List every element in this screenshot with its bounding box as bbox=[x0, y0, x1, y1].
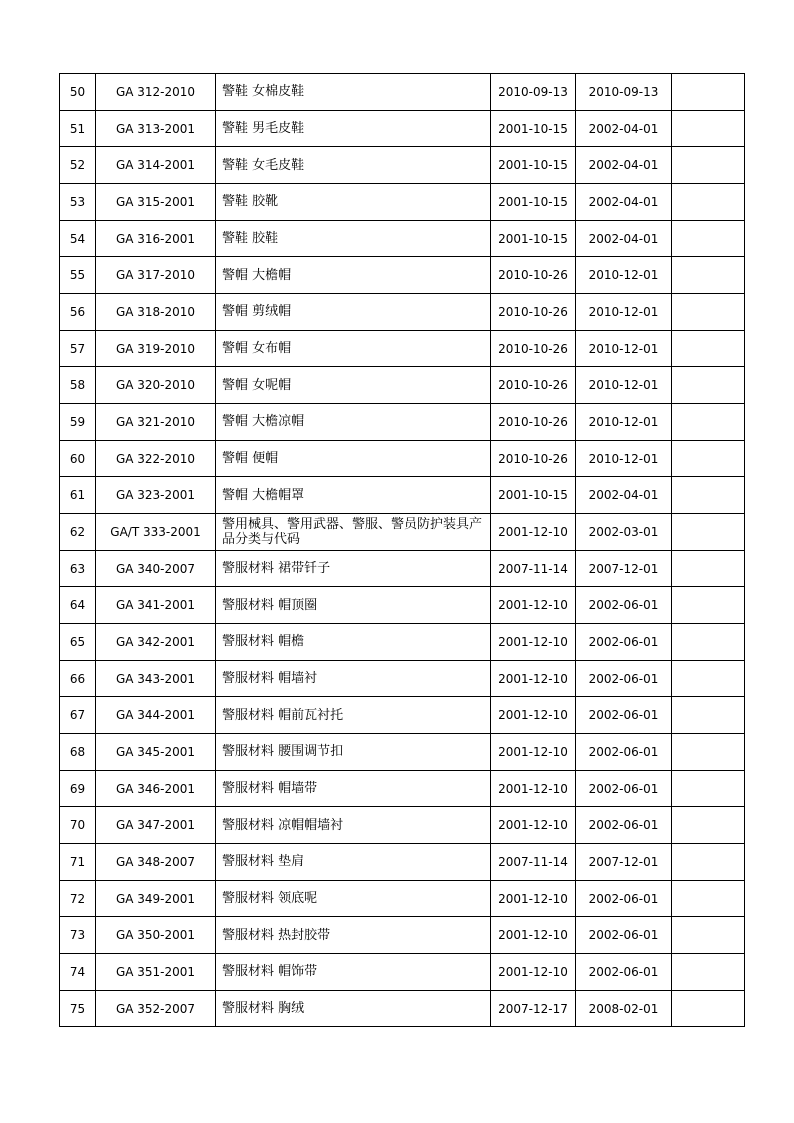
table-row bbox=[60, 587, 745, 624]
row-number-cell: 73 bbox=[60, 917, 96, 954]
issue-date-cell: 2001-12-10 bbox=[491, 624, 576, 661]
issue-date-cell: 2010-10-26 bbox=[491, 294, 576, 331]
standard-name-text: 警服材料 领底呢 bbox=[222, 891, 318, 907]
row-number-cell: 50 bbox=[60, 74, 96, 111]
effective-date-cell: 2002-04-01 bbox=[576, 220, 672, 257]
standard-code-cell: GA 348-2007 bbox=[96, 844, 216, 881]
issue-date-cell: 2001-12-10 bbox=[491, 770, 576, 807]
remark-cell bbox=[672, 147, 745, 184]
issue-date-cell: 2001-12-10 bbox=[491, 807, 576, 844]
standard-name-text: 警服材料 热封胶带 bbox=[222, 927, 331, 943]
standard-code-cell: GA 342-2001 bbox=[96, 624, 216, 661]
issue-date-cell: 2010-10-26 bbox=[491, 404, 576, 441]
standard-name-text: 警服材料 垫肩 bbox=[222, 854, 305, 870]
table-row bbox=[60, 220, 745, 257]
effective-date-cell: 2010-09-13 bbox=[576, 74, 672, 111]
standard-name-cell bbox=[216, 220, 491, 257]
row-number-cell: 72 bbox=[60, 880, 96, 917]
effective-date-cell: 2010-12-01 bbox=[576, 440, 672, 477]
standard-name-cell bbox=[216, 440, 491, 477]
standard-name-cell bbox=[216, 257, 491, 294]
row-number-cell: 67 bbox=[60, 697, 96, 734]
remark-cell bbox=[672, 770, 745, 807]
effective-date-cell: 2010-12-01 bbox=[576, 404, 672, 441]
standard-code-cell: GA 314-2001 bbox=[96, 147, 216, 184]
standard-name-text: 警鞋 胶鞋 bbox=[222, 231, 279, 247]
effective-date-cell: 2010-12-01 bbox=[576, 257, 672, 294]
remark-cell bbox=[672, 807, 745, 844]
effective-date-cell: 2002-06-01 bbox=[576, 624, 672, 661]
issue-date-cell: 2007-12-17 bbox=[491, 990, 576, 1027]
effective-date-cell: 2002-06-01 bbox=[576, 954, 672, 991]
standard-name-cell bbox=[216, 514, 491, 551]
effective-date-cell: 2002-06-01 bbox=[576, 734, 672, 771]
remark-cell bbox=[672, 550, 745, 587]
issue-date-cell: 2001-12-10 bbox=[491, 587, 576, 624]
standard-name-cell bbox=[216, 404, 491, 441]
row-number-cell: 70 bbox=[60, 807, 96, 844]
remark-cell bbox=[672, 367, 745, 404]
standard-name-text: 警服材料 帽墙衬 bbox=[222, 671, 318, 687]
row-number-cell: 51 bbox=[60, 110, 96, 147]
row-number-cell: 65 bbox=[60, 624, 96, 661]
effective-date-cell: 2002-04-01 bbox=[576, 147, 672, 184]
table-row bbox=[60, 880, 745, 917]
standard-name-text: 警鞋 女毛皮鞋 bbox=[222, 157, 305, 173]
standard-code-cell: GA 340-2007 bbox=[96, 550, 216, 587]
effective-date-cell: 2008-02-01 bbox=[576, 990, 672, 1027]
row-number-cell: 58 bbox=[60, 367, 96, 404]
standard-name-cell bbox=[216, 660, 491, 697]
issue-date-cell: 2001-10-15 bbox=[491, 110, 576, 147]
standard-name-text: 警用械具、警用武器、警服、警员防护装具产品分类与代码 bbox=[222, 516, 483, 547]
standard-name-cell bbox=[216, 110, 491, 147]
standard-name-text: 警帽 大檐帽罩 bbox=[222, 487, 305, 503]
row-number-cell: 57 bbox=[60, 330, 96, 367]
standard-name-cell bbox=[216, 624, 491, 661]
remark-cell bbox=[672, 917, 745, 954]
table-row bbox=[60, 697, 745, 734]
remark-cell bbox=[672, 184, 745, 221]
table-row bbox=[60, 367, 745, 404]
effective-date-cell: 2002-06-01 bbox=[576, 917, 672, 954]
table-row bbox=[60, 184, 745, 221]
standard-name-cell bbox=[216, 917, 491, 954]
effective-date-cell: 2002-04-01 bbox=[576, 477, 672, 514]
standard-code-cell: GA 321-2010 bbox=[96, 404, 216, 441]
issue-date-cell: 2010-09-13 bbox=[491, 74, 576, 111]
effective-date-cell: 2010-12-01 bbox=[576, 330, 672, 367]
standard-name-text: 警服材料 帽檐 bbox=[222, 634, 305, 650]
table-row bbox=[60, 110, 745, 147]
standard-name-text: 警帽 女呢帽 bbox=[222, 377, 292, 393]
standard-name-text: 警帽 剪绒帽 bbox=[222, 304, 292, 320]
table-row bbox=[60, 404, 745, 441]
issue-date-cell: 2010-10-26 bbox=[491, 257, 576, 294]
standard-name-text: 警帽 女布帽 bbox=[222, 341, 292, 357]
standard-code-cell: GA 320-2010 bbox=[96, 367, 216, 404]
remark-cell bbox=[672, 74, 745, 111]
remark-cell bbox=[672, 514, 745, 551]
issue-date-cell: 2001-12-10 bbox=[491, 917, 576, 954]
issue-date-cell: 2007-11-14 bbox=[491, 550, 576, 587]
standard-name-cell bbox=[216, 954, 491, 991]
row-number-cell: 61 bbox=[60, 477, 96, 514]
effective-date-cell: 2002-04-01 bbox=[576, 184, 672, 221]
effective-date-cell: 2002-06-01 bbox=[576, 587, 672, 624]
effective-date-cell: 2010-12-01 bbox=[576, 294, 672, 331]
standard-name-cell bbox=[216, 184, 491, 221]
standard-code-cell: GA 315-2001 bbox=[96, 184, 216, 221]
standard-name-cell bbox=[216, 294, 491, 331]
table-row bbox=[60, 660, 745, 697]
standard-name-cell bbox=[216, 330, 491, 367]
table-row bbox=[60, 734, 745, 771]
remark-cell bbox=[672, 587, 745, 624]
standard-name-text: 警服材料 腰围调节扣 bbox=[222, 744, 344, 760]
issue-date-cell: 2010-10-26 bbox=[491, 330, 576, 367]
standard-code-cell: GA 344-2001 bbox=[96, 697, 216, 734]
effective-date-cell: 2002-06-01 bbox=[576, 660, 672, 697]
row-number-cell: 54 bbox=[60, 220, 96, 257]
standard-code-cell: GA 345-2001 bbox=[96, 734, 216, 771]
effective-date-cell: 2002-06-01 bbox=[576, 807, 672, 844]
issue-date-cell: 2001-12-10 bbox=[491, 660, 576, 697]
standard-code-cell: GA 323-2001 bbox=[96, 477, 216, 514]
standard-name-text: 警服材料 帽前瓦衬托 bbox=[222, 707, 344, 723]
table-row bbox=[60, 514, 745, 551]
standard-name-text: 警帽 大檐帽 bbox=[222, 267, 292, 283]
standard-name-text: 警服材料 胸绒 bbox=[222, 1001, 305, 1017]
standard-name-cell bbox=[216, 844, 491, 881]
table-row bbox=[60, 624, 745, 661]
issue-date-cell: 2001-12-10 bbox=[491, 514, 576, 551]
remark-cell bbox=[672, 294, 745, 331]
issue-date-cell: 2001-12-10 bbox=[491, 880, 576, 917]
table-row bbox=[60, 330, 745, 367]
issue-date-cell: 2007-11-14 bbox=[491, 844, 576, 881]
issue-date-cell: 2001-10-15 bbox=[491, 477, 576, 514]
remark-cell bbox=[672, 880, 745, 917]
standard-code-cell: GA 341-2001 bbox=[96, 587, 216, 624]
row-number-cell: 64 bbox=[60, 587, 96, 624]
standard-name-text: 警鞋 胶靴 bbox=[222, 194, 279, 210]
standard-name-cell bbox=[216, 74, 491, 111]
table-row bbox=[60, 550, 745, 587]
standard-name-cell bbox=[216, 770, 491, 807]
standard-code-cell: GA 317-2010 bbox=[96, 257, 216, 294]
remark-cell bbox=[672, 990, 745, 1027]
standard-name-cell bbox=[216, 734, 491, 771]
standard-name-text: 警服材料 裙带钎子 bbox=[222, 561, 331, 577]
standard-name-text: 警鞋 女棉皮鞋 bbox=[222, 84, 305, 100]
issue-date-cell: 2001-12-10 bbox=[491, 734, 576, 771]
standard-name-text: 警帽 大檐凉帽 bbox=[222, 414, 305, 430]
standard-name-text: 警服材料 帽墙带 bbox=[222, 781, 318, 797]
remark-cell bbox=[672, 734, 745, 771]
standard-name-cell bbox=[216, 990, 491, 1027]
table-row bbox=[60, 147, 745, 184]
table-row bbox=[60, 917, 745, 954]
standard-code-cell: GA 312-2010 bbox=[96, 74, 216, 111]
issue-date-cell: 2001-10-15 bbox=[491, 220, 576, 257]
row-number-cell: 74 bbox=[60, 954, 96, 991]
standard-name-text: 警服材料 帽顶圈 bbox=[222, 597, 318, 613]
row-number-cell: 71 bbox=[60, 844, 96, 881]
standards-table-body bbox=[60, 74, 745, 1027]
issue-date-cell: 2001-12-10 bbox=[491, 954, 576, 991]
remark-cell bbox=[672, 440, 745, 477]
row-number-cell: 53 bbox=[60, 184, 96, 221]
row-number-cell: 52 bbox=[60, 147, 96, 184]
standard-code-cell: GA 352-2007 bbox=[96, 990, 216, 1027]
effective-date-cell: 2010-12-01 bbox=[576, 367, 672, 404]
standard-name-cell bbox=[216, 587, 491, 624]
table-row bbox=[60, 770, 745, 807]
standard-code-cell: GA 351-2001 bbox=[96, 954, 216, 991]
remark-cell bbox=[672, 257, 745, 294]
table-row bbox=[60, 844, 745, 881]
remark-cell bbox=[672, 697, 745, 734]
effective-date-cell: 2007-12-01 bbox=[576, 550, 672, 587]
standard-code-cell: GA 322-2010 bbox=[96, 440, 216, 477]
row-number-cell: 66 bbox=[60, 660, 96, 697]
standard-name-text: 警帽 便帽 bbox=[222, 451, 279, 467]
standard-name-cell bbox=[216, 807, 491, 844]
remark-cell bbox=[672, 220, 745, 257]
row-number-cell: 69 bbox=[60, 770, 96, 807]
table-row bbox=[60, 257, 745, 294]
standard-name-text: 警鞋 男毛皮鞋 bbox=[222, 121, 305, 136]
remark-cell bbox=[672, 624, 745, 661]
table-row bbox=[60, 990, 745, 1027]
issue-date-cell: 2001-10-15 bbox=[491, 184, 576, 221]
standard-code-cell: GA/T 333-2001 bbox=[96, 514, 216, 551]
row-number-cell: 56 bbox=[60, 294, 96, 331]
remark-cell bbox=[672, 477, 745, 514]
row-number-cell: 60 bbox=[60, 440, 96, 477]
issue-date-cell: 2001-10-15 bbox=[491, 147, 576, 184]
table-row bbox=[60, 74, 745, 111]
standard-name-cell bbox=[216, 147, 491, 184]
row-number-cell: 63 bbox=[60, 550, 96, 587]
standard-code-cell: GA 346-2001 bbox=[96, 770, 216, 807]
standard-name-text: 警服材料 凉帽帽墙衬 bbox=[222, 817, 344, 833]
standard-code-cell: GA 319-2010 bbox=[96, 330, 216, 367]
row-number-cell: 75 bbox=[60, 990, 96, 1027]
effective-date-cell: 2002-06-01 bbox=[576, 880, 672, 917]
standard-code-cell: GA 318-2010 bbox=[96, 294, 216, 331]
remark-cell bbox=[672, 330, 745, 367]
effective-date-cell: 2002-04-01 bbox=[576, 110, 672, 147]
effective-date-cell: 2007-12-01 bbox=[576, 844, 672, 881]
standard-name-cell bbox=[216, 697, 491, 734]
issue-date-cell: 2010-10-26 bbox=[491, 440, 576, 477]
standard-code-cell: GA 350-2001 bbox=[96, 917, 216, 954]
table-row bbox=[60, 954, 745, 991]
standard-code-cell: GA 349-2001 bbox=[96, 880, 216, 917]
standards-table bbox=[59, 73, 745, 1027]
effective-date-cell: 2002-06-01 bbox=[576, 770, 672, 807]
standard-name-cell bbox=[216, 477, 491, 514]
standard-code-cell: GA 313-2001 bbox=[96, 110, 216, 147]
remark-cell bbox=[672, 660, 745, 697]
row-number-cell: 62 bbox=[60, 514, 96, 551]
remark-cell bbox=[672, 404, 745, 441]
issue-date-cell: 2001-12-10 bbox=[491, 697, 576, 734]
standard-name-text: 警服材料 帽饰带 bbox=[222, 964, 318, 980]
standard-name-cell bbox=[216, 880, 491, 917]
table-row bbox=[60, 807, 745, 844]
table-row bbox=[60, 440, 745, 477]
table-row bbox=[60, 294, 745, 331]
effective-date-cell: 2002-03-01 bbox=[576, 514, 672, 551]
standard-code-cell: GA 347-2001 bbox=[96, 807, 216, 844]
remark-cell bbox=[672, 844, 745, 881]
issue-date-cell: 2010-10-26 bbox=[491, 367, 576, 404]
standard-code-cell: GA 316-2001 bbox=[96, 220, 216, 257]
row-number-cell: 55 bbox=[60, 257, 96, 294]
row-number-cell: 68 bbox=[60, 734, 96, 771]
remark-cell bbox=[672, 110, 745, 147]
standard-name-cell bbox=[216, 367, 491, 404]
remark-cell bbox=[672, 954, 745, 991]
table-row bbox=[60, 477, 745, 514]
standard-name-cell bbox=[216, 550, 491, 587]
standard-code-cell: GA 343-2001 bbox=[96, 660, 216, 697]
row-number-cell: 59 bbox=[60, 404, 96, 441]
effective-date-cell: 2002-06-01 bbox=[576, 697, 672, 734]
